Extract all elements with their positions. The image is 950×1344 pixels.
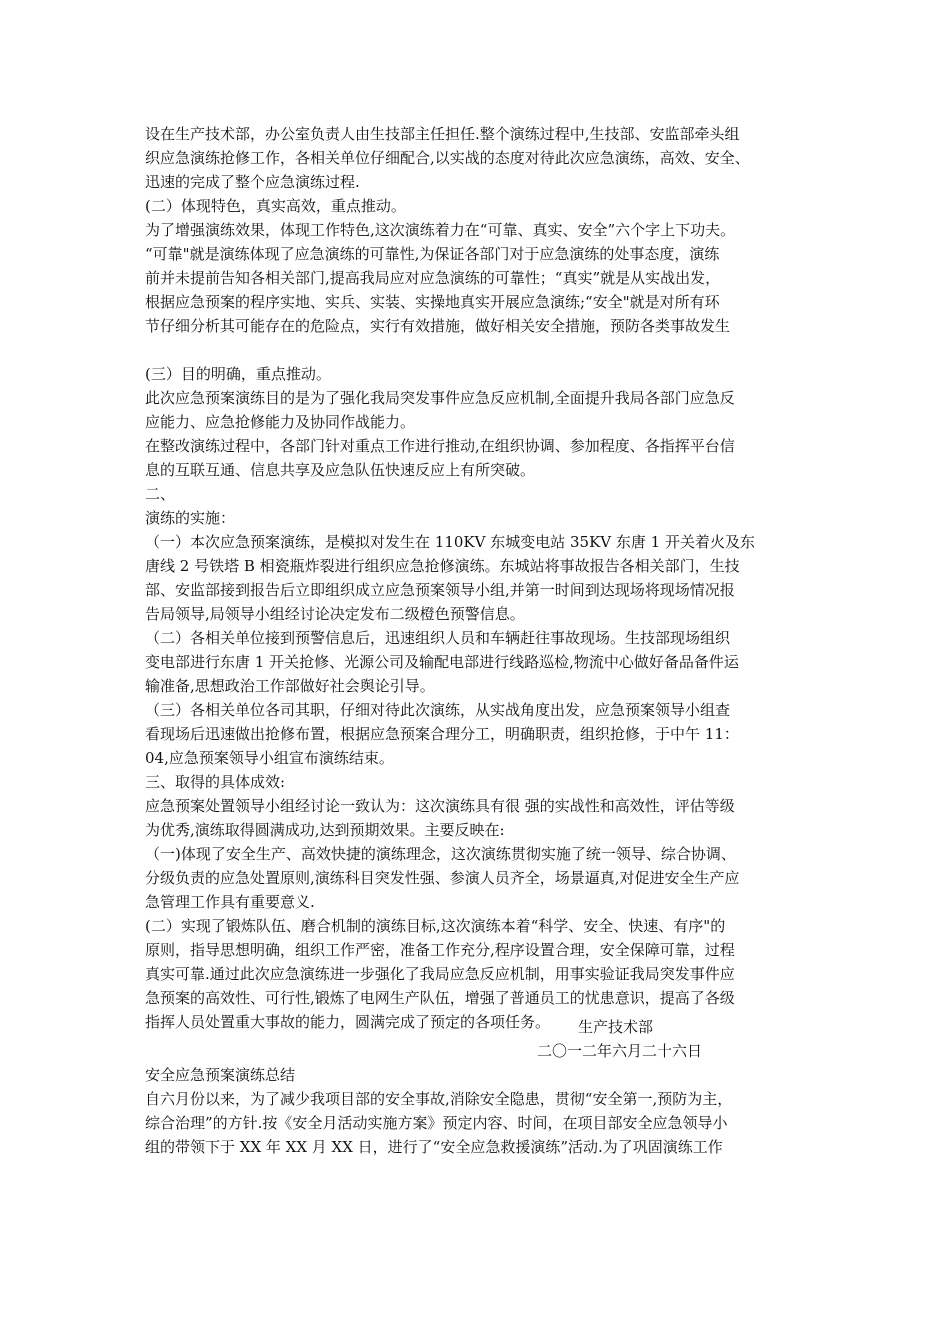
text-line: 息的互联互通、信息共享及应急队伍快速反应上有所突破。 [145, 461, 536, 479]
text-line: 告局领导,局领导小组经讨论决定发布二级橙色预警信息。 [145, 605, 525, 623]
text-line: 应急预案处置领导小组经讨论一致认为：这次演练具有很 强的实战性和高效性，评估等级 [145, 797, 735, 815]
text-line: 设在生产技术部，办公室负责人由生技部主任担任.整个演练过程中,生技部、安监部牵头组 [145, 125, 740, 143]
text-line: 二、 [145, 485, 176, 503]
text-line: （二）各相关单位接到预警信息后，迅速组织人员和车辆赶往事故现场。生技部现场组织 [145, 629, 731, 647]
text-line: （一）本次应急预案演练，是模拟对发生在 110KV 东城变电站 35KV 东唐 1 开关着火及东 [145, 533, 755, 551]
signature-date: 二〇一二年六月二十六日 [537, 1042, 703, 1060]
text-line: 节仔细分析其可能存在的危险点，实行有效措施，做好相关安全措施，预防各类事故发生 [145, 317, 731, 335]
text-line: (二）体现特色，真实高效，重点推动。 [145, 197, 406, 215]
text-line: 急管理工作具有重要意义. [145, 893, 315, 911]
text-line: 在整改演练过程中，各部门针对重点工作进行推动,在组织协调、参加程度、各指挥平台信 [145, 437, 735, 455]
text-line: (三）目的明确，重点推动。 [145, 365, 331, 383]
text-line: 综合治理”的方针.按《安全月活动实施方案》预定内容、时间，在项目部安全应急领导小 [145, 1114, 728, 1132]
text-line: 部、安监部接到报告后立即组织成立应急预案领导小组,并第一时间到达现场将现场情况报 [145, 581, 735, 599]
text-line: 变电部进行东唐 1 开关抢修、光源公司及输配电部进行线路巡检,物流中心做好备品备件运 [145, 653, 739, 671]
text-line: 迅速的完成了整个应急演练过程. [145, 173, 360, 191]
text-line: 原则，指导思想明确，组织工作严密，准备工作充分,程序设置合理，安全保障可靠，过程 [145, 941, 735, 959]
text-line: 根据应急预案的程序实地、实兵、实装、实操地真实开展应急演练;“安全"就是对所有环 [145, 293, 720, 311]
text-line: （一)体现了安全生产、高效快捷的演练理念，这次演练贯彻实施了统一领导、综合协调、 [145, 845, 736, 863]
text-line: 为优秀,演练取得圆满成功,达到预期效果。主要反映在: [145, 821, 505, 839]
text-line: 急预案的高效性、可行性,锻炼了电网生产队伍，增强了普通员工的忧患意识，提高了各级 [145, 989, 735, 1007]
signature-department: 生产技术部 [578, 1018, 654, 1036]
text-line: 组的带领下于 XX 年 XX 月 XX 日，进行了“安全应急救援演练”活动.为了巩固演练工作 [145, 1138, 723, 1156]
text-line: 此次应急预案演练目的是为了强化我局突发事件应急反应机制,全面提升我局各部门应急反 [145, 389, 735, 407]
text-line: 看现场后迅速做出抢修布置，根据应急预案合理分工，明确职责，组织抢修，于中午 11： [145, 725, 739, 743]
text-line: 三、取得的具体成效: [145, 773, 286, 791]
next-document-title: 安全应急预案演练总结 [145, 1066, 296, 1084]
text-line: 前并未提前告知各相关部门,提高我局应对应急演练的可靠性；“真实”就是从实战出发， [145, 269, 721, 287]
text-line: 指挥人员处置重大事故的能力，圆满完成了预定的各项任务。 [145, 1013, 551, 1031]
text-line: (二）实现了锻炼队伍、磨合机制的演练目标,这次演练本着“科学、安全、快速、有序"的 [145, 917, 726, 935]
text-line: 真实可靠.通过此次应急演练进一步强化了我局应急反应机制，用事实验证我局突发事件应 [145, 965, 735, 983]
text-line: （三）各相关单位各司其职，仔细对待此次演练，从实战角度出发，应急预案领导小组查 [145, 701, 731, 719]
text-line: 唐线 2 号铁塔 B 相瓷瓶炸裂进行组织应急抢修演练。东城站将事故报告各相关部门，生技 [145, 557, 740, 575]
text-line: 织应急演练抢修工作，各相关单位仔细配合,以实战的态度对待此次应急演练，高效、安全、 [145, 149, 750, 167]
text-line: 分级负责的应急处置原则,演练科目突发性强、参演人员齐全，场景逼真,对促进安全生产应 [145, 869, 740, 887]
text-line [145, 338, 825, 362]
text-line: 应能力、应急抢修能力及协同作战能力。 [145, 413, 416, 431]
text-line: 输准备,思想政治工作部做好社会舆论引导。 [145, 677, 435, 695]
text-line: 自六月份以来，为了减少我项目部的安全事故,消除安全隐患，贯彻“安全第一,预防为主， [145, 1090, 733, 1108]
text-line: 04,应急预案领导小组宣布演练结束。 [145, 749, 394, 767]
text-line: “可靠"就是演练体现了应急演练的可靠性,为保证各部门对于应急演练的处事态度，演练 [145, 245, 720, 263]
text-line: 为了增强演练效果，体现工作特色,这次演练着力在“可靠、真实、安全”六个字上下功夫。 [145, 221, 736, 239]
text-line: 演练的实施： [145, 509, 236, 527]
